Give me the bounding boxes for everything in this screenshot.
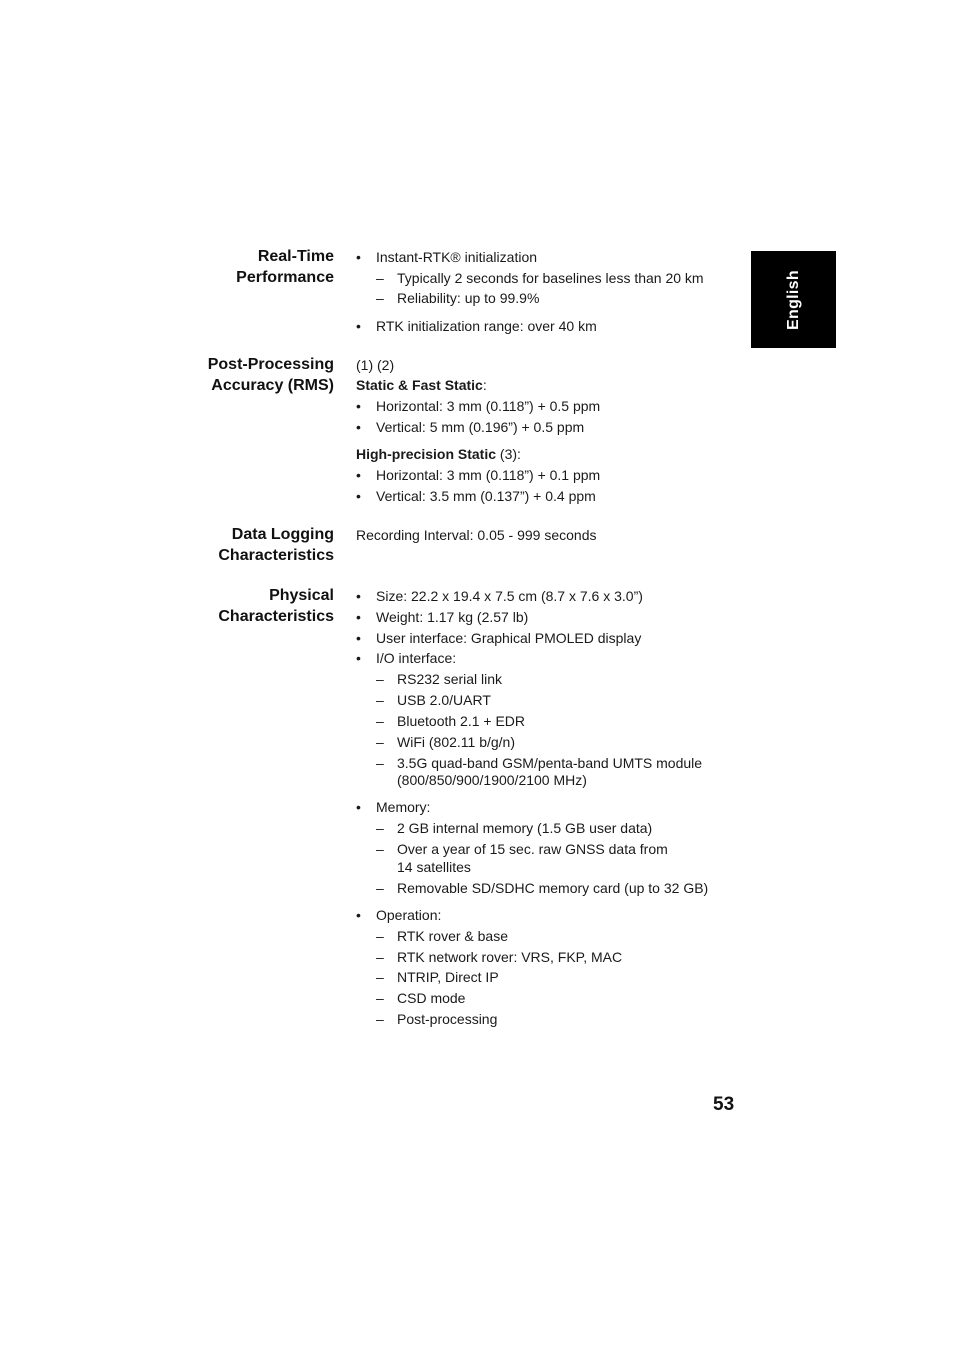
- list-item: Vertical: 3.5 mm (0.137”) + 0.4 ppm: [376, 488, 596, 504]
- list-item: Memory:: [376, 799, 431, 815]
- sub-list-item: NTRIP, Direct IP: [397, 969, 499, 985]
- dash-marker: –: [376, 692, 384, 708]
- language-tab-label: English: [784, 269, 802, 330]
- dash-marker: –: [376, 880, 384, 896]
- dash-marker: –: [376, 734, 384, 750]
- sub-list-item: RTK rover & base: [397, 928, 509, 944]
- list-item: I/O interface:: [376, 650, 457, 666]
- sub-list-item-continued: 14 satellites: [397, 859, 471, 875]
- bullet-marker: •: [356, 467, 361, 483]
- sub-list-item: 2 GB internal memory (1.5 GB user data): [397, 820, 653, 836]
- sub-list-item-continued: (800/850/900/1900/2100 MHz): [397, 772, 587, 788]
- bullet-marker: •: [356, 799, 361, 815]
- heading-real-time-performance: Real-Time Performance: [236, 248, 334, 286]
- sub-list-item: Reliability: up to 99.9%: [397, 290, 540, 306]
- bullet-marker: •: [356, 907, 361, 923]
- footnote-refs: (1) (2): [356, 357, 395, 373]
- bullet-marker: •: [356, 318, 361, 334]
- recording-interval: Recording Interval: 0.05 - 999 seconds: [356, 527, 597, 543]
- dash-marker: –: [376, 270, 384, 286]
- sub-list-item: Removable SD/SDHC memory card (up to 32 GB): [397, 880, 709, 896]
- list-item: Vertical: 5 mm (0.196”) + 0.5 ppm: [376, 419, 585, 435]
- dash-marker: –: [376, 820, 384, 836]
- dash-marker: –: [376, 290, 384, 306]
- bullet-marker: •: [356, 488, 361, 504]
- bullet-marker: •: [356, 419, 361, 435]
- heading-data-logging: Data Logging Characteristics: [218, 526, 334, 564]
- bullet-marker: •: [356, 588, 361, 604]
- dash-marker: –: [376, 949, 384, 965]
- sub-list-item: Over a year of 15 sec. raw GNSS data from: [397, 841, 668, 857]
- bullet-marker: •: [356, 650, 361, 666]
- static-subheading: Static & Fast Static:: [356, 377, 487, 393]
- bullet-marker: •: [356, 398, 361, 414]
- list-item: Horizontal: 3 mm (0.118”) + 0.5 ppm: [376, 398, 601, 414]
- sub-list-item: WiFi (802.11 b/g/n): [397, 734, 516, 750]
- dash-marker: –: [376, 671, 384, 687]
- list-item: Horizontal: 3 mm (0.118”) + 0.1 ppm: [376, 467, 601, 483]
- high-precision-subheading: High-precision Static (3):: [356, 446, 521, 462]
- list-item: Instant-RTK® initialization: [376, 249, 538, 265]
- sub-list-item: RS232 serial link: [397, 671, 503, 687]
- language-tab: [751, 251, 836, 348]
- heading-physical-characteristics: Physical Characteristics: [218, 587, 334, 625]
- sub-list-item: CSD mode: [397, 990, 466, 1006]
- sub-list-item: Typically 2 seconds for baselines less than 20 km: [397, 270, 704, 286]
- list-item: Weight: 1.17 kg (2.57 lb): [376, 609, 529, 625]
- dash-marker: –: [376, 990, 384, 1006]
- dash-marker: –: [376, 969, 384, 985]
- bullet-marker: •: [356, 609, 361, 625]
- list-item: Operation:: [376, 907, 442, 923]
- dash-marker: –: [376, 928, 384, 944]
- sub-list-item: RTK network rover: VRS, FKP, MAC: [397, 949, 623, 965]
- list-item: User interface: Graphical PMOLED display: [376, 630, 642, 646]
- dash-marker: –: [376, 1011, 384, 1027]
- heading-post-processing-accuracy: Post-Processing Accuracy (RMS): [207, 356, 334, 394]
- page-number: 53: [713, 1094, 735, 1115]
- sub-list-item: USB 2.0/UART: [397, 692, 491, 708]
- list-item: Size: 22.2 x 19.4 x 7.5 cm (8.7 x 7.6 x 3.0”): [376, 588, 643, 604]
- dash-marker: –: [376, 755, 384, 771]
- dash-marker: –: [376, 841, 384, 857]
- sub-list-item: 3.5G quad-band GSM/penta-band UMTS module: [397, 755, 703, 771]
- sub-list-item: Bluetooth 2.1 + EDR: [397, 713, 526, 729]
- bullet-marker: •: [356, 630, 361, 646]
- dash-marker: –: [376, 713, 384, 729]
- bullet-marker: •: [356, 249, 361, 265]
- sub-list-item: Post-processing: [397, 1011, 498, 1027]
- list-item: RTK initialization range: over 40 km: [376, 318, 597, 334]
